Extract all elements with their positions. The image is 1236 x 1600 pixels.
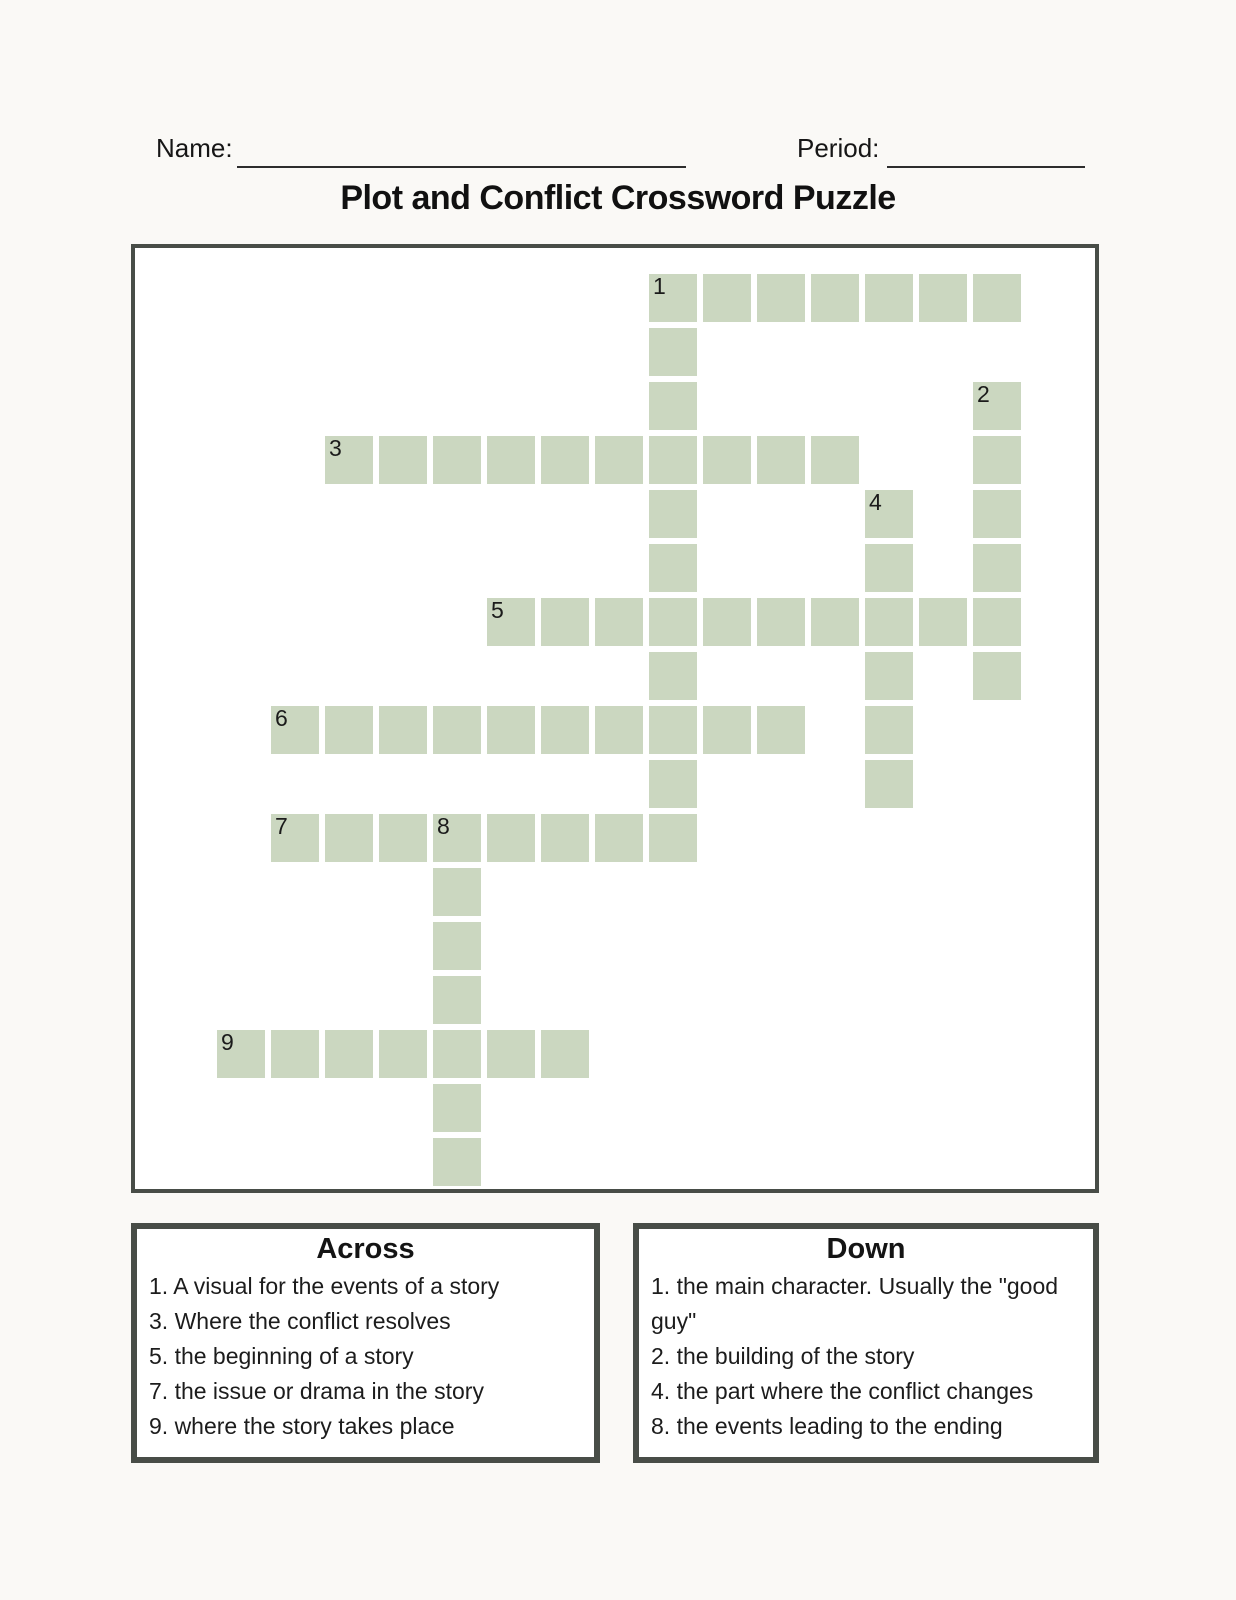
- clue-number: 9: [221, 1029, 234, 1055]
- grid-cell[interactable]: [865, 274, 913, 322]
- grid-cell[interactable]: [271, 814, 319, 862]
- grid-cell[interactable]: [865, 544, 913, 592]
- clue-item: 1. A visual for the events of a story: [149, 1273, 500, 1299]
- grid-cell[interactable]: [433, 1138, 481, 1186]
- clue-item: 1. the main character. Usually the "good guy": [651, 1273, 1059, 1334]
- grid-cell[interactable]: [433, 1030, 481, 1078]
- clue-number: 6: [275, 705, 288, 731]
- grid-cell[interactable]: [973, 544, 1021, 592]
- grid-cell[interactable]: [487, 598, 535, 646]
- grid-cell[interactable]: [595, 814, 643, 862]
- clue-number: 2: [977, 381, 990, 407]
- grid-cell[interactable]: [541, 706, 589, 754]
- grid-cell[interactable]: [541, 1030, 589, 1078]
- grid-cell[interactable]: [703, 706, 751, 754]
- grid-cell[interactable]: [433, 868, 481, 916]
- grid-cell[interactable]: [649, 328, 697, 376]
- clue-item: 9. where the story takes place: [149, 1413, 455, 1439]
- grid-cell[interactable]: [379, 814, 427, 862]
- grid-cell[interactable]: [433, 706, 481, 754]
- grid-cell[interactable]: [649, 490, 697, 538]
- grid-cell[interactable]: [487, 814, 535, 862]
- grid-cell[interactable]: [757, 598, 805, 646]
- grid-cell[interactable]: [649, 544, 697, 592]
- grid-cell[interactable]: [649, 814, 697, 862]
- grid-cell[interactable]: [649, 382, 697, 430]
- grid-cell[interactable]: [379, 1030, 427, 1078]
- clue-number: 7: [275, 813, 288, 839]
- clue-item: 4. the part where the conflict changes: [651, 1378, 1034, 1404]
- clue-item: 3. Where the conflict resolves: [149, 1308, 451, 1334]
- grid-cell[interactable]: [325, 706, 373, 754]
- grid-cell[interactable]: [433, 922, 481, 970]
- grid-cell[interactable]: [865, 760, 913, 808]
- grid-cell[interactable]: [649, 706, 697, 754]
- grid-cell[interactable]: [379, 436, 427, 484]
- grid-cell[interactable]: [595, 706, 643, 754]
- across-clue-list: [137, 1269, 594, 1444]
- grid-cell[interactable]: [865, 652, 913, 700]
- grid-cell[interactable]: [595, 598, 643, 646]
- grid-cell[interactable]: [919, 274, 967, 322]
- clue-number: 4: [869, 489, 882, 515]
- grid-cell[interactable]: [379, 706, 427, 754]
- clue-item: 2. the building of the story: [651, 1343, 915, 1369]
- grid-cell[interactable]: [811, 598, 859, 646]
- grid-cell[interactable]: [649, 598, 697, 646]
- grid-cell[interactable]: [973, 490, 1021, 538]
- down-clue-list: [639, 1269, 1093, 1444]
- grid-cell[interactable]: [865, 706, 913, 754]
- grid-cell[interactable]: [865, 490, 913, 538]
- grid-cell[interactable]: [973, 274, 1021, 322]
- grid-cell[interactable]: [325, 436, 373, 484]
- grid-cell[interactable]: [271, 1030, 319, 1078]
- grid-cell[interactable]: [865, 598, 913, 646]
- grid-cell[interactable]: [703, 436, 751, 484]
- grid-cell[interactable]: [811, 274, 859, 322]
- grid-cell[interactable]: [973, 382, 1021, 430]
- grid-cell[interactable]: [433, 1084, 481, 1132]
- clue-item: 8. the events leading to the ending: [651, 1413, 1003, 1439]
- down-clue-box: [633, 1223, 1099, 1463]
- grid-cell[interactable]: [541, 598, 589, 646]
- across-title: Across: [316, 1233, 415, 1265]
- grid-cell[interactable]: [271, 706, 319, 754]
- grid-cell[interactable]: [433, 976, 481, 1024]
- grid-cell[interactable]: [757, 436, 805, 484]
- grid-cell[interactable]: [811, 436, 859, 484]
- grid-cell[interactable]: [595, 436, 643, 484]
- grid-cell[interactable]: [973, 598, 1021, 646]
- period-input-line[interactable]: [887, 166, 1085, 168]
- grid-cell[interactable]: [649, 760, 697, 808]
- period-label: Period:: [797, 133, 880, 163]
- name-input-line[interactable]: [237, 166, 686, 168]
- clue-number: 5: [491, 597, 504, 623]
- grid-cell[interactable]: [541, 814, 589, 862]
- grid-cell[interactable]: [433, 814, 481, 862]
- down-title: Down: [826, 1233, 906, 1265]
- clue-number: 3: [329, 435, 342, 461]
- grid-cell[interactable]: [757, 706, 805, 754]
- page-title: Plot and Conflict Crossword Puzzle: [340, 179, 896, 217]
- grid-cell[interactable]: [757, 274, 805, 322]
- grid-cell[interactable]: [703, 598, 751, 646]
- grid-cell[interactable]: [433, 436, 481, 484]
- grid-cell[interactable]: [649, 274, 697, 322]
- grid-cell[interactable]: [649, 436, 697, 484]
- grid-cell[interactable]: [325, 1030, 373, 1078]
- grid-cell[interactable]: [919, 598, 967, 646]
- clue-item: 7. the issue or drama in the story: [149, 1378, 484, 1404]
- grid-cell[interactable]: [973, 436, 1021, 484]
- grid-cell[interactable]: [487, 436, 535, 484]
- across-clue-box: [131, 1223, 600, 1463]
- crossword-grid: [131, 244, 1099, 1193]
- grid-cell[interactable]: [217, 1030, 265, 1078]
- grid-cell[interactable]: [487, 1030, 535, 1078]
- clue-number: 8: [437, 813, 450, 839]
- grid-cell[interactable]: [325, 814, 373, 862]
- grid-cell[interactable]: [973, 652, 1021, 700]
- clue-number: 1: [653, 273, 666, 299]
- grid-cell[interactable]: [541, 436, 589, 484]
- clue-item: 5. the beginning of a story: [149, 1343, 414, 1369]
- grid-cell[interactable]: [703, 274, 751, 322]
- name-label: Name:: [156, 133, 233, 163]
- grid-cell[interactable]: [487, 706, 535, 754]
- grid-cell[interactable]: [649, 652, 697, 700]
